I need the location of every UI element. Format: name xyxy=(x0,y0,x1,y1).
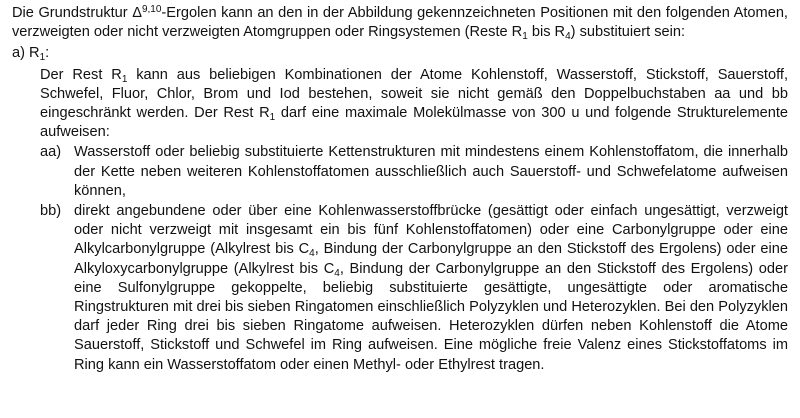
intro-paragraph xyxy=(12,4,788,42)
desc-text-2: kann aus beliebigen Kombinationen der Atome Kohlenstoff, Wasserstoff, Stickstoff, Sauerstoff, Schwefel, Fluor, Chlor, Brom und Iod bestehen, soweit sie nicht gemäß den Doppelbuchstaben aa und bb eingeschränkt werden. Der Rest R xyxy=(40,66,789,122)
desc-text-1: Der Rest R xyxy=(40,66,122,83)
bb-subscript-1: 4 xyxy=(309,248,315,260)
section-a-label-suffix: : xyxy=(45,45,50,62)
delta-superscript: 9,10 xyxy=(141,4,162,15)
desc-subscript-2: 1 xyxy=(269,112,276,124)
list-marker-bb: bb) xyxy=(40,203,62,220)
intro-text-4: ) substituiert sein: xyxy=(570,24,686,41)
section-a-heading xyxy=(12,44,788,63)
section-a-description xyxy=(40,66,788,143)
delta-symbol: Δ xyxy=(132,5,142,21)
bb-subscript-2: 4 xyxy=(334,267,340,279)
section-a-body xyxy=(40,66,788,143)
intro-text-3: bis R xyxy=(527,24,566,41)
list-item-aa-text: Wasserstoff oder beliebig substituierte Kettenstrukturen mit mindestens einem Kohlenstoffatom, die innerhalb der Kette neben weiteren Kohlenstoffatomen ausschließlich auch Sauerstoff- und Schwefelatome aufweisen können, xyxy=(74,144,788,199)
list-marker-aa: aa) xyxy=(40,144,62,161)
section-a-label-subscript: 1 xyxy=(39,52,46,64)
desc-text-3: darf eine maximale Molekülmasse von 300 u und folgende Strukturelemente aufweisen: xyxy=(40,105,788,141)
intro-subscript-2: 4 xyxy=(565,31,571,43)
section-a-marker: a) xyxy=(12,45,25,62)
intro-text-2: -Ergolen kann an den in der Abbildung gekennzeichneten Positionen mit den folgenden Atomen, verzweigten oder nicht verzweigten Atomgruppen oder Ringsystemen (Reste R xyxy=(12,5,788,41)
bb-text-2: , Bindung der Carbonylgruppe an den Stickstoff des Ergolens) oder eine Alkyloxycarbonylgruppe (Alkylrest bis C xyxy=(74,241,788,277)
list-item-aa xyxy=(40,143,788,201)
list-item-bb-text xyxy=(74,202,788,375)
intro-text-1: Die Grundstruktur xyxy=(12,5,133,21)
section-a-label: R xyxy=(29,45,40,62)
intro-subscript-1: 1 xyxy=(522,31,528,43)
list-item-bb xyxy=(40,202,788,375)
bb-text-1: direkt angebundene oder über eine Kohlenwasserstoffbrücke (gesättigt oder einfach ungesättigt, verzweigt oder nicht verzweigt mit insgesamt ein bis fünf Kohlenstoffatomen) oder eine Carbonylgruppe oder eine Alkylcarbonylgruppe (Alkylrest bis C xyxy=(74,203,788,258)
desc-subscript-1: 1 xyxy=(121,73,128,85)
bb-text-3: , Bindung der Carbonylgruppe an den Stickstoff des Ergolens) oder eine Sulfonylgruppe gekoppelte, beliebig substituierte gesättigte, ungesättigte oder aromatische Ringstrukturen mit drei bis sieben Ringatomen einschließlich Polyzyklen und Heterozyklen. Bei den Polyzyklen darf jeder Ring drei bis sieben Ringatome aufweisen. Heterozyklen dürfen neben Kohlenstoff die Atome Sauerstoff, Stickstoff und Schwefel im Ring aufweisen. Eine mögliche freie Valenz eines Stickstoffatoms im Ring kann ein Wasserstoffatom oder einen Methyl- oder Ethylrest tragen. xyxy=(74,260,788,373)
